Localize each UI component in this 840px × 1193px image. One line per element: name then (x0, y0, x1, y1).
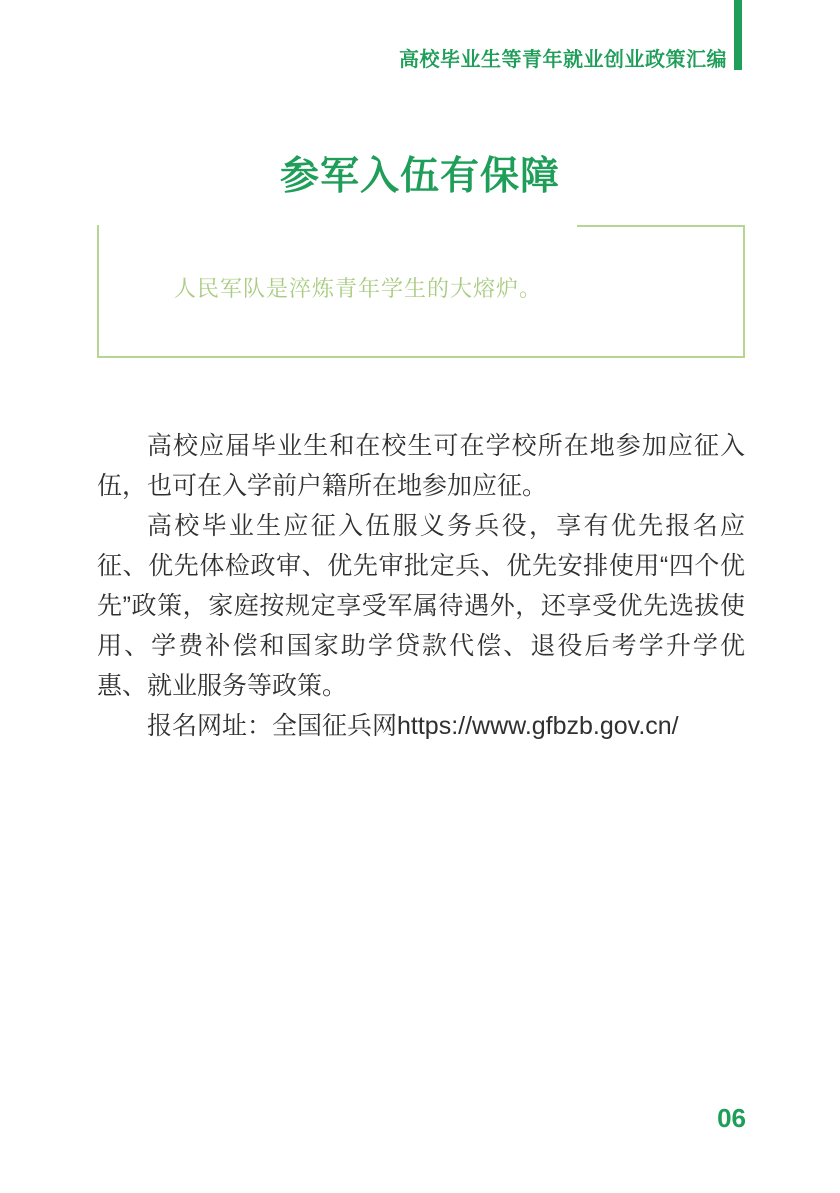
quote-text: 人民军队是淬炼青年学生的大熔炉。 (174, 276, 543, 301)
paragraph-enlistment-location: 高校应届毕业生和在校生可在学校所在地参加应征入伍，也可在入学前户籍所在地参加应征。 (97, 432, 745, 500)
quote-box-top-border-segment (577, 225, 743, 227)
body-text (97, 426, 745, 746)
header-accent-bar (734, 0, 742, 70)
paragraph-registration-url: 报名网址：全国征兵网https://www.gfbzb.gov.cn/ (147, 712, 679, 740)
quote-box (97, 225, 745, 358)
page-number: 06 (717, 1103, 746, 1133)
paragraph-enlistment-benefits: 高校毕业生应征入伍服义务兵役，享有优先报名应征、优先体检政审、优先审批定兵、优先安排使用“四个优先”政策，家庭按规定享受军属待遇外，还享受优先选拔使用、学费补偿和国家助学贷款代偿、退役后考学升学优惠、就业服务等政策。 (97, 512, 745, 700)
page-title: 参军入伍有保障 (279, 155, 560, 198)
header-title: 高校毕业生等青年就业创业政策汇编 (399, 49, 727, 71)
